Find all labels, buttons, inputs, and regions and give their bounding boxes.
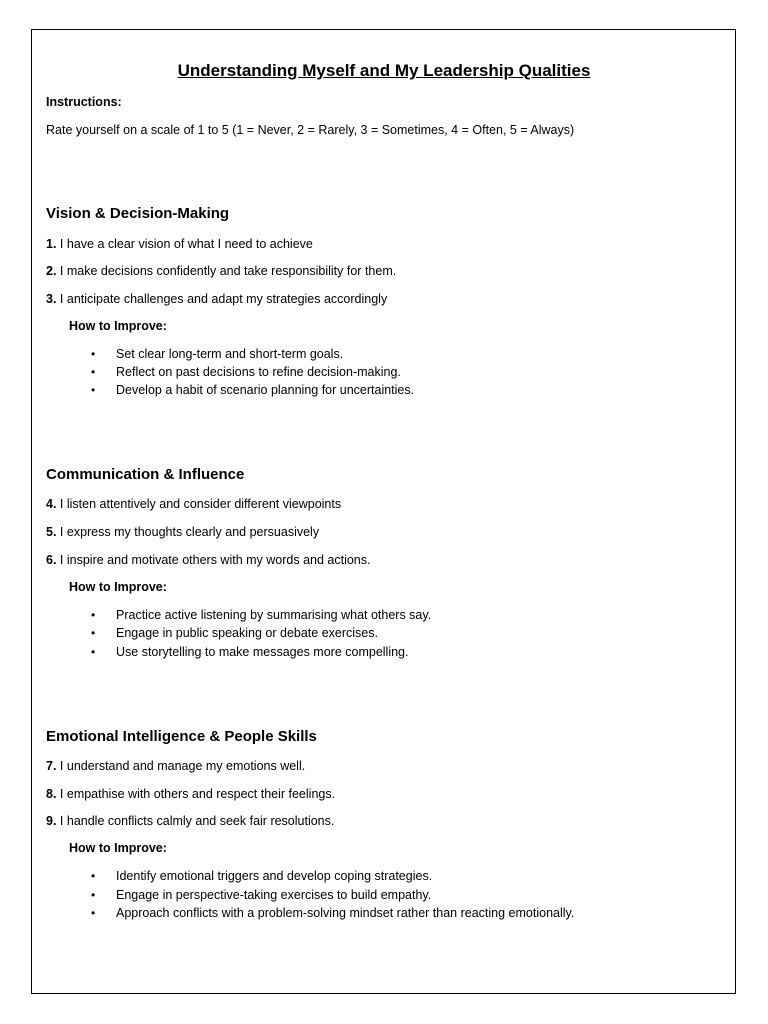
tip-text: Set clear long-term and short-term goals. xyxy=(116,347,344,361)
tip-list-item xyxy=(91,364,401,380)
tip-list-item xyxy=(91,644,408,660)
tip-text: Engage in public speaking or debate exercises. xyxy=(116,626,378,640)
bullet-icon: • xyxy=(91,608,96,622)
bullet-icon: • xyxy=(91,869,96,883)
tip-text: Develop a habit of scenario planning for uncertainties. xyxy=(116,383,415,397)
tip-text: Engage in perspective-taking exercises to build empathy. xyxy=(116,888,432,902)
how-to-improve-label: How to Improve: xyxy=(69,319,167,333)
question-item xyxy=(46,496,341,512)
question-number: 9. xyxy=(46,814,57,828)
question-text: I inspire and motivate others with my words and actions. xyxy=(59,553,371,567)
tip-list-item xyxy=(91,868,432,884)
question-item xyxy=(46,236,313,252)
tip-text: Identify emotional triggers and develop coping strategies. xyxy=(116,869,433,883)
tip-list-item xyxy=(91,625,378,641)
tip-list-item xyxy=(91,905,574,921)
question-number: 4. xyxy=(46,497,57,511)
tip-list-item xyxy=(91,382,414,398)
question-text: I have a clear vision of what I need to achieve xyxy=(59,237,313,251)
question-item xyxy=(46,263,396,279)
question-item xyxy=(46,758,305,774)
section-heading-emotional-intelligence: Emotional Intelligence & People Skills xyxy=(46,728,317,745)
bullet-icon: • xyxy=(91,645,96,659)
document-title: Understanding Myself and My Leadership Qualities xyxy=(177,61,591,80)
question-item xyxy=(46,552,370,568)
question-number: 1. xyxy=(46,237,57,251)
question-text: I express my thoughts clearly and persuasively xyxy=(59,525,320,539)
tip-text: Approach conflicts with a problem-solving mindset rather than reacting emotionally. xyxy=(116,906,575,920)
question-number: 2. xyxy=(46,264,57,278)
instructions-text: Rate yourself on a scale of 1 to 5 (1 = Never, 2 = Rarely, 3 = Sometimes, 4 = Often, 5 = Always) xyxy=(46,123,575,137)
question-text: I make decisions confidently and take responsibility for them. xyxy=(59,264,397,278)
question-text: I understand and manage my emotions well. xyxy=(59,759,306,773)
bullet-icon: • xyxy=(91,347,96,361)
question-number: 6. xyxy=(46,553,57,567)
tip-list-item xyxy=(91,887,431,903)
tip-list-item xyxy=(91,607,431,623)
question-text: I empathise with others and respect their feelings. xyxy=(59,787,336,801)
question-number: 3. xyxy=(46,292,57,306)
tip-list-item xyxy=(91,346,343,362)
instructions-label: Instructions: xyxy=(46,95,122,109)
bullet-icon: • xyxy=(91,626,96,640)
question-text: I handle conflicts calmly and seek fair resolutions. xyxy=(59,814,335,828)
how-to-improve-label: How to Improve: xyxy=(69,580,167,594)
tip-text: Reflect on past decisions to refine decision-making. xyxy=(116,365,401,379)
section-heading-communication: Communication & Influence xyxy=(46,466,245,483)
question-item xyxy=(46,291,387,307)
bullet-icon: • xyxy=(91,888,96,902)
question-number: 5. xyxy=(46,525,57,539)
question-item xyxy=(46,786,335,802)
bullet-icon: • xyxy=(91,365,96,379)
question-number: 7. xyxy=(46,759,57,773)
question-text: I listen attentively and consider different viewpoints xyxy=(59,497,342,511)
section-heading-vision: Vision & Decision-Making xyxy=(46,205,230,222)
question-text: I anticipate challenges and adapt my strategies accordingly xyxy=(59,292,388,306)
question-item xyxy=(46,524,319,540)
tip-text: Use storytelling to make messages more compelling. xyxy=(116,645,409,659)
bullet-icon: • xyxy=(91,906,96,920)
question-number: 8. xyxy=(46,787,57,801)
question-item xyxy=(46,813,334,829)
bullet-icon: • xyxy=(91,383,96,397)
how-to-improve-label: How to Improve: xyxy=(69,841,167,855)
tip-text: Practice active listening by summarising what others say. xyxy=(116,608,432,622)
